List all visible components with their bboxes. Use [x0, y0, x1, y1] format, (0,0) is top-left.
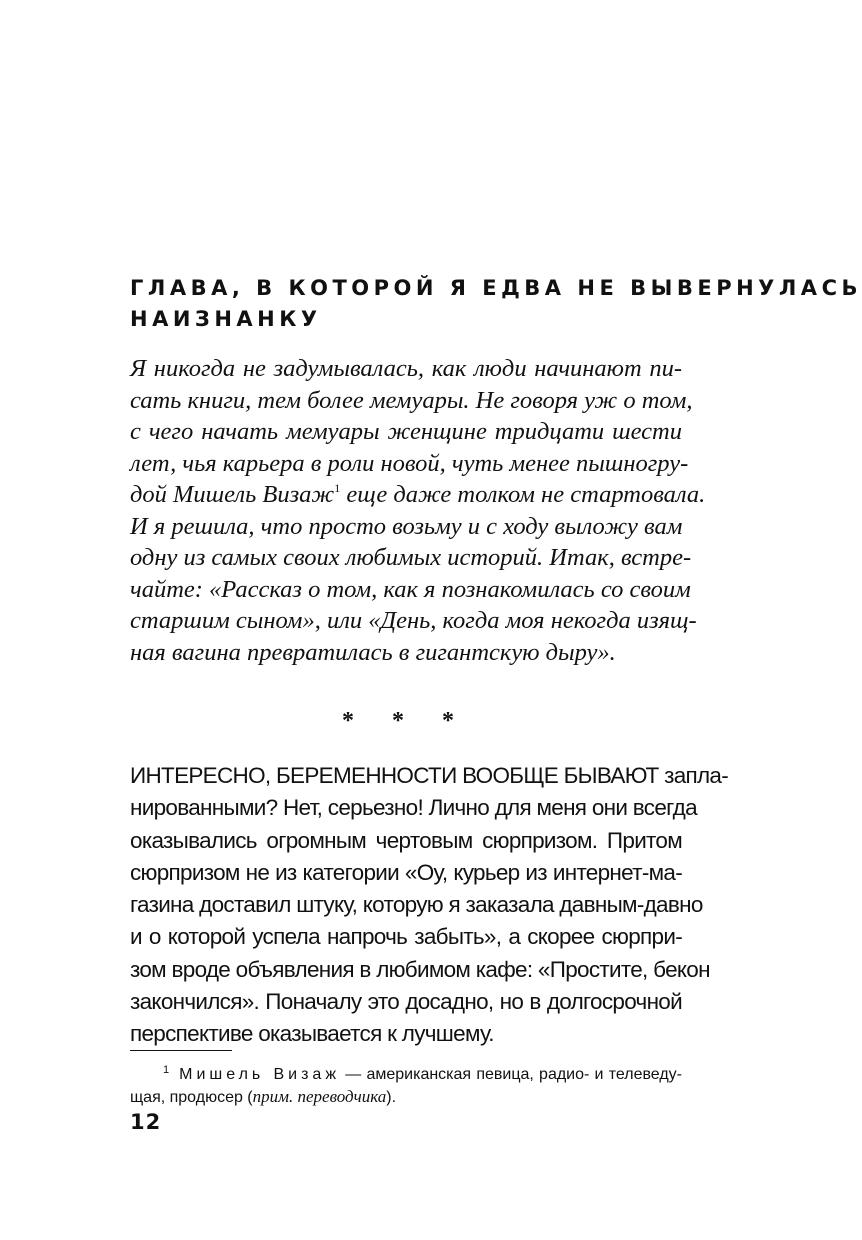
body-line: закончился». Поначалу это досадно, но в долгосрочной — [130, 989, 682, 1015]
intro-line-part: еще даже толком не стартовала. — [340, 481, 706, 508]
body-line: ИНТЕРЕСНО, БЕРЕМЕННОСТИ ВООБЩЕ БЫВАЮТ запла- — [130, 763, 729, 788]
page-number: 12 — [130, 1110, 162, 1134]
chapter-title — [130, 273, 862, 335]
intro-line: ная вагина превратилась в гигантскую дыру». — [130, 638, 616, 666]
body-line: перспективе оказывается к лучшему. — [130, 1021, 494, 1047]
body-line: сюрпризом не из категории «Оу, курьер из интернет-ма- — [130, 859, 682, 885]
footnote-text: ). — [386, 1089, 397, 1106]
body-line: и о которой успела напрочь забыть», а скорее сюрпри- — [130, 924, 682, 950]
footnote-line — [130, 1059, 682, 1086]
intro-line: Я никогда не задумывалась, как люди начинают пи- — [130, 355, 682, 382]
chapter-intro — [130, 353, 706, 668]
footnote-reference[interactable]: 1 — [334, 481, 341, 495]
intro-line: сать книги, тем более мемуары. Не говоря уж о том, — [130, 386, 693, 414]
body-paragraph — [130, 760, 729, 1051]
chapter-title-line: ГЛАВА, В КОТОРОЙ Я ЕДВА НЕ ВЫВЕРНУЛАСЬ — [130, 276, 862, 300]
chapter-title-line: НАИЗНАНКУ — [130, 307, 322, 331]
footnote-name: Мишель Визаж — [179, 1066, 341, 1083]
intro-line: старшим сыном», или «День, когда моя некогда изящ- — [130, 607, 697, 634]
footnote-line — [130, 1086, 682, 1109]
footnote-number: 1 — [163, 1064, 170, 1076]
footnote-text: щая, продюсер ( — [130, 1089, 253, 1106]
section-divider: * * * — [342, 708, 470, 734]
intro-line: одну из самых своих любимых историй. Итак, встре- — [130, 544, 692, 571]
body-line: оказывались огромным чертовым сюрпризом. Притом — [130, 827, 682, 853]
footnote-separator — [130, 1050, 232, 1051]
intro-line: чайте: «Рассказ о том, как я познакомилась со своим — [130, 575, 691, 603]
footnote — [130, 1059, 682, 1109]
body-line: зом вроде объявления в любимом кафе: «Простите, бекон — [130, 956, 710, 982]
intro-line: лет, чья карьера в роли новой, чуть менее пышногру- — [130, 449, 689, 477]
footnote-note: прим. переводчика — [252, 1087, 387, 1106]
intro-line-with-footnote — [130, 479, 706, 511]
body-line: нированными? Нет, серьезно! Лично для меня они всегда — [130, 795, 697, 821]
intro-line-part: дой Мишель Визаж — [130, 481, 335, 508]
intro-line: И я решила, что просто возьму и с ходу выложу вам — [130, 512, 683, 540]
body-line: газина доставил штуку, которую я заказала давным-давно — [130, 892, 703, 918]
footnote-text: — американская певица, радио- и телеведу- — [340, 1066, 682, 1083]
intro-line: с чего начать мемуары женщине тридцати шести — [130, 418, 682, 445]
